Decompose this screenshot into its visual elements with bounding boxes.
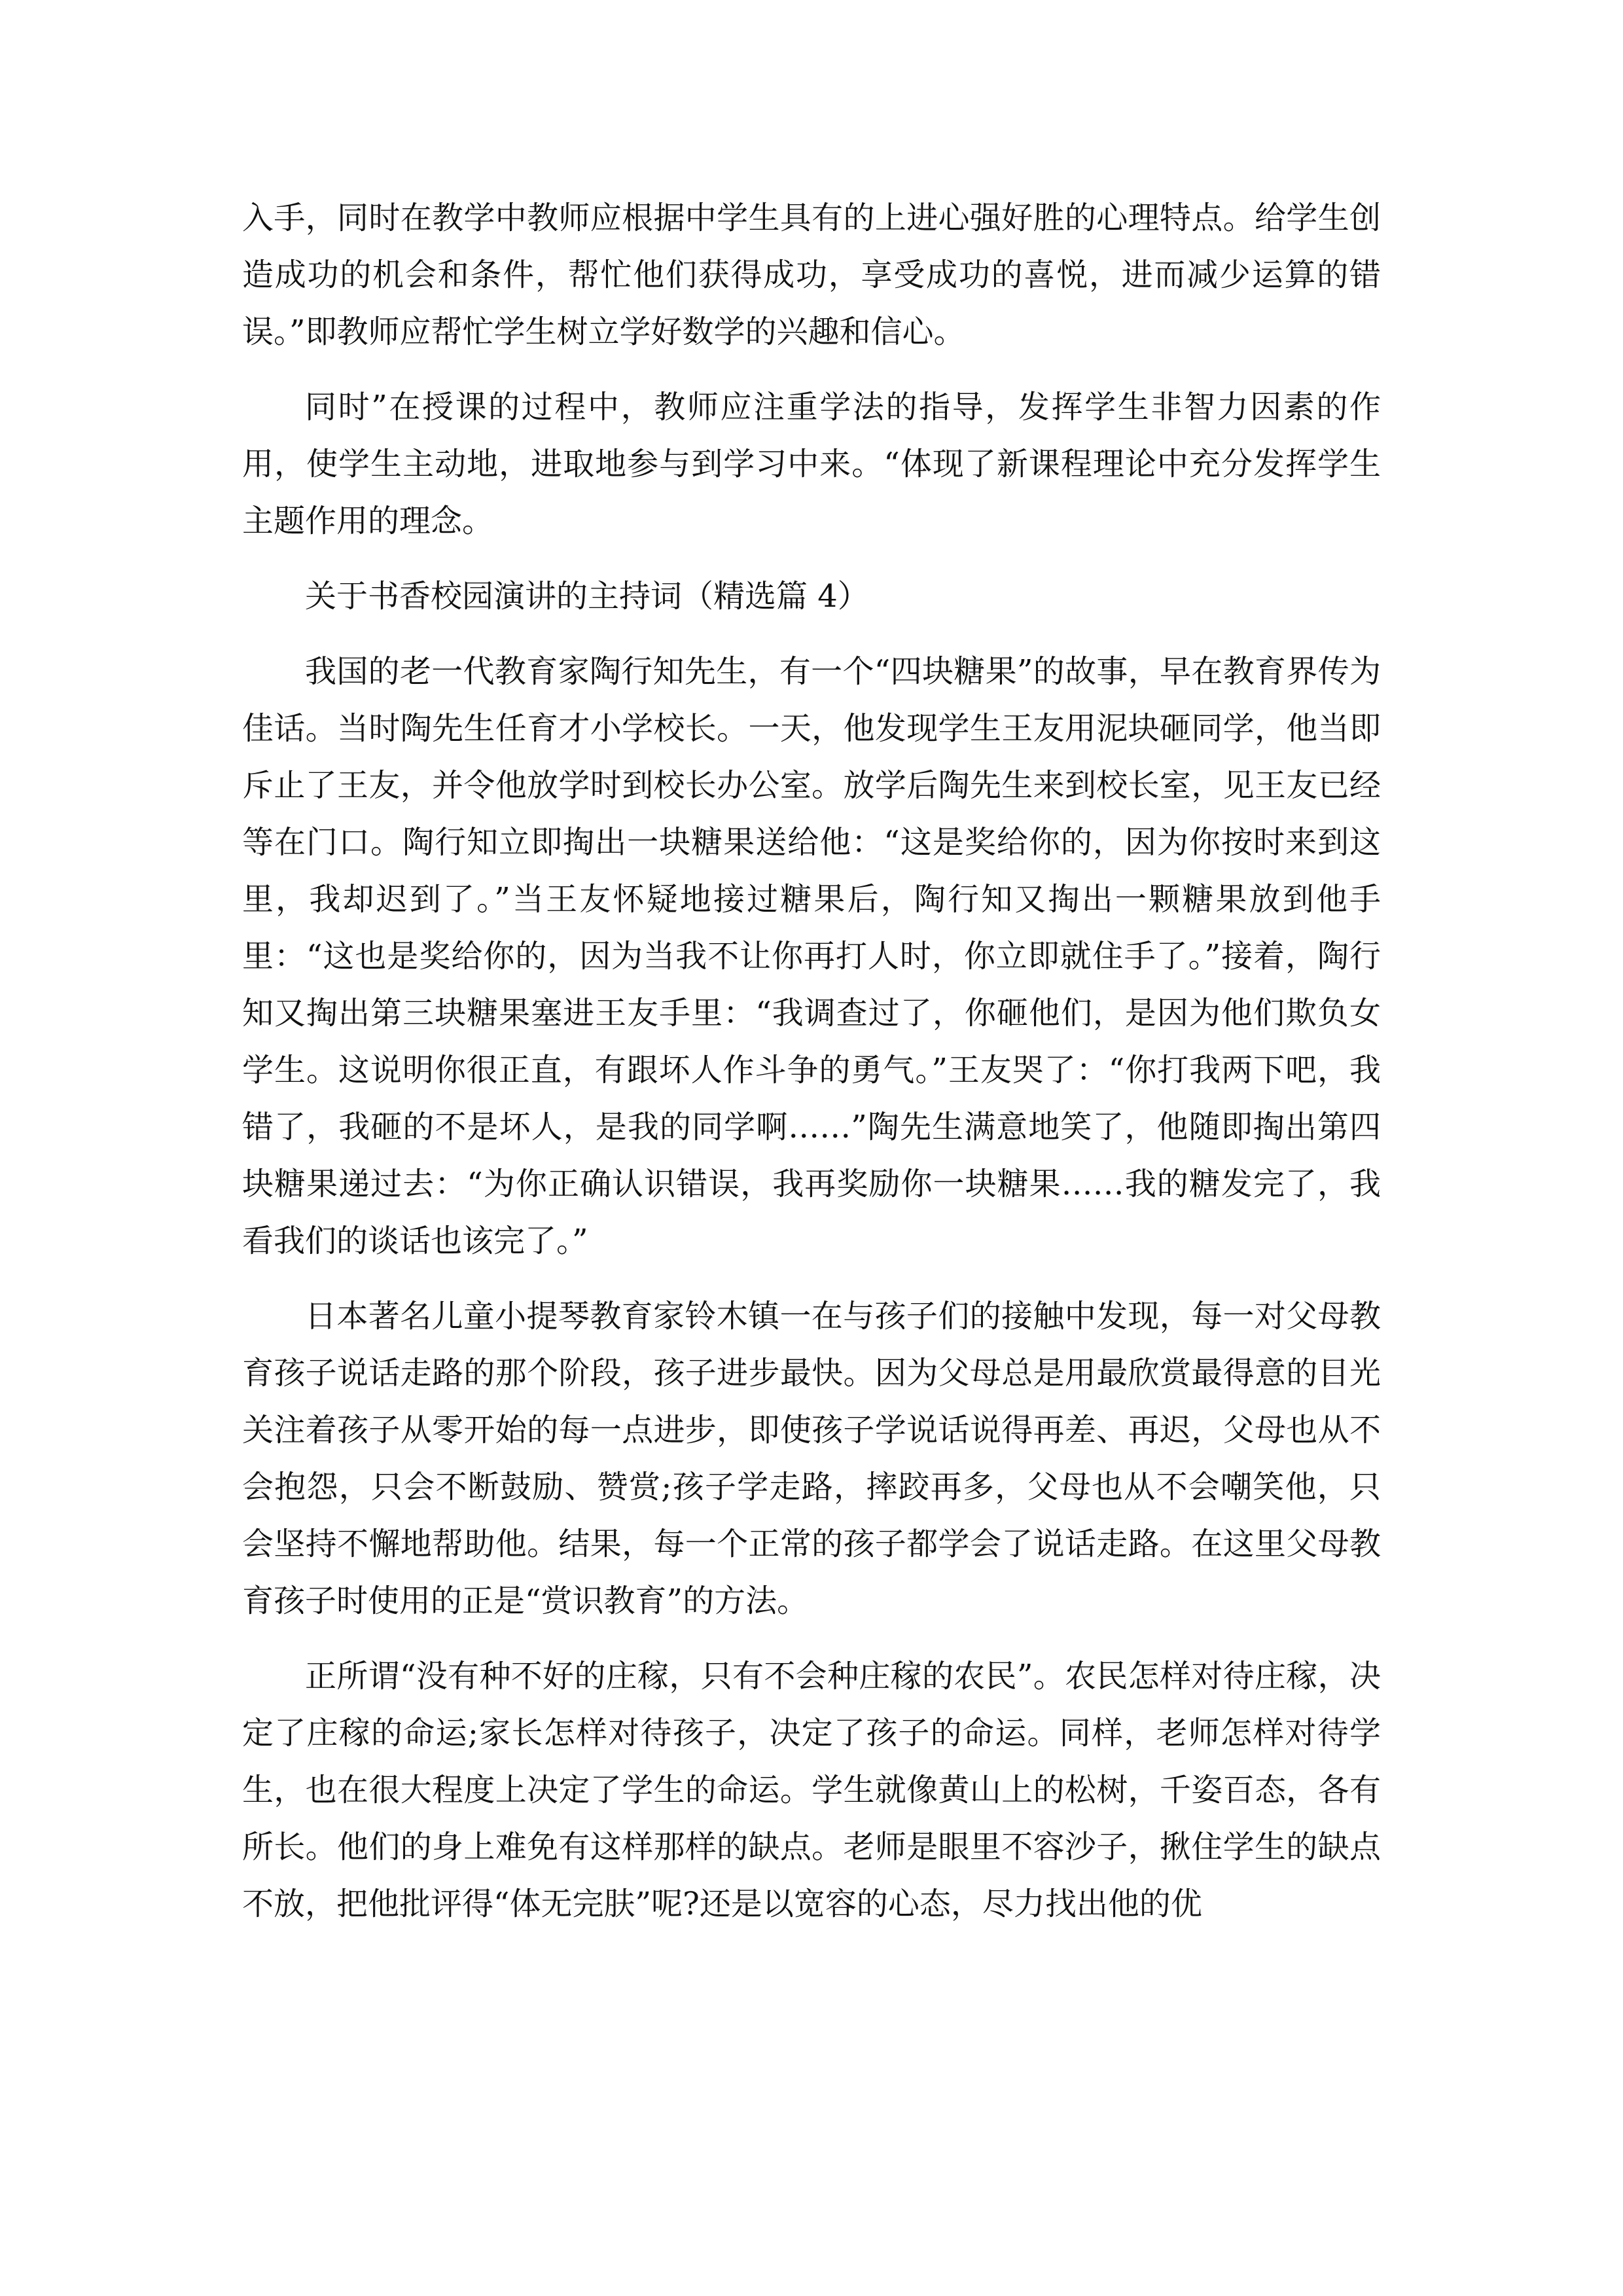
- document-body: [242, 190, 1381, 1951]
- section-heading: 关于书香校园演讲的主持词（精选篇 4）: [305, 578, 869, 615]
- paragraph-continuation: 入手，同时在教学中教师应根据中学生具有的上进心强好胜的心理特点。给学生创造成功的机会和条件，帮忙他们获得成功，享受成功的喜悦，进而减少运算的错误。”即教师应帮忙学生树立学好数学的兴趣和信心。: [242, 200, 1381, 350]
- paragraph: 日本著名儿童小提琴教育家铃木镇一在与孩子们的接触中发现，每一对父母教育孩子说话走路的那个阶段，孩子进步最快。因为父母总是用最欣赏最得意的目光关注着孩子从零开始的每一点进步，即使孩子学说话说得再差、再迟，父母也从不会抱怨，只会不断鼓励、赞赏;孩子学走路，摔跤再多，父母也从不会嘲笑他，只会坚持不懈地帮助他。结果，每一个正常的孩子都学会了说话走路。在这里父母教育孩子时使用的正是“赏识教育”的方法。: [242, 1298, 1381, 1619]
- paragraph: 我国的老一代教育家陶行知先生，有一个“四块糖果”的故事，早在教育界传为佳话。当时陶先生任育才小学校长。一天，他发现学生王友用泥块砸同学，他当即斥止了王友，并令他放学时到校长办公室。放学后陶先生来到校长室，见王友已经等在门口。陶行知立即掏出一块糖果送给他：“这是奖给你的，因为你按时来到这里，我却迟到了。”当王友怀疑地接过糖果后，陶行知又掏出一颗糖果放到他手里：“这也是奖给你的，因为当我不让你再打人时，你立即就住手了。”接着，陶行知又掏出第三块糖果塞进王友手里：“我调查过了，你砸他们，是因为他们欺负女学生。这说明你很正直，有跟坏人作斗争的勇气。”王友哭了：“你打我两下吧，我错了，我砸的不是坏人，是我的同学啊……”陶先生满意地笑了，他随即掏出第四块糖果递过去：“为你正确认识错误，我再奖励你一块糖果……我的糖发完了，我看我们的谈话也该完了。”: [242, 653, 1381, 1259]
- paragraph: 同时”在授课的过程中，教师应注重学法的指导，发挥学生非智力因素的作用，使学生主动地，进取地参与到学习中来。“体现了新课程理论中充分发挥学生主题作用的理念。: [242, 389, 1381, 539]
- paragraph: 正所谓“没有种不好的庄稼，只有不会种庄稼的农民”。农民怎样对待庄稼，决定了庄稼的命运;家长怎样对待孩子，决定了孩子的命运。同样，老师怎样对待学生，也在很大程度上决定了学生的命运。学生就像黄山上的松树，千姿百态，各有所长。他们的身上难免有这样那样的缺点。老师是眼里不容沙子，揪住学生的缺点不放，把他批评得“体无完肤”呢?还是以宽容的心态，尽力找出他的优: [242, 1658, 1381, 1922]
